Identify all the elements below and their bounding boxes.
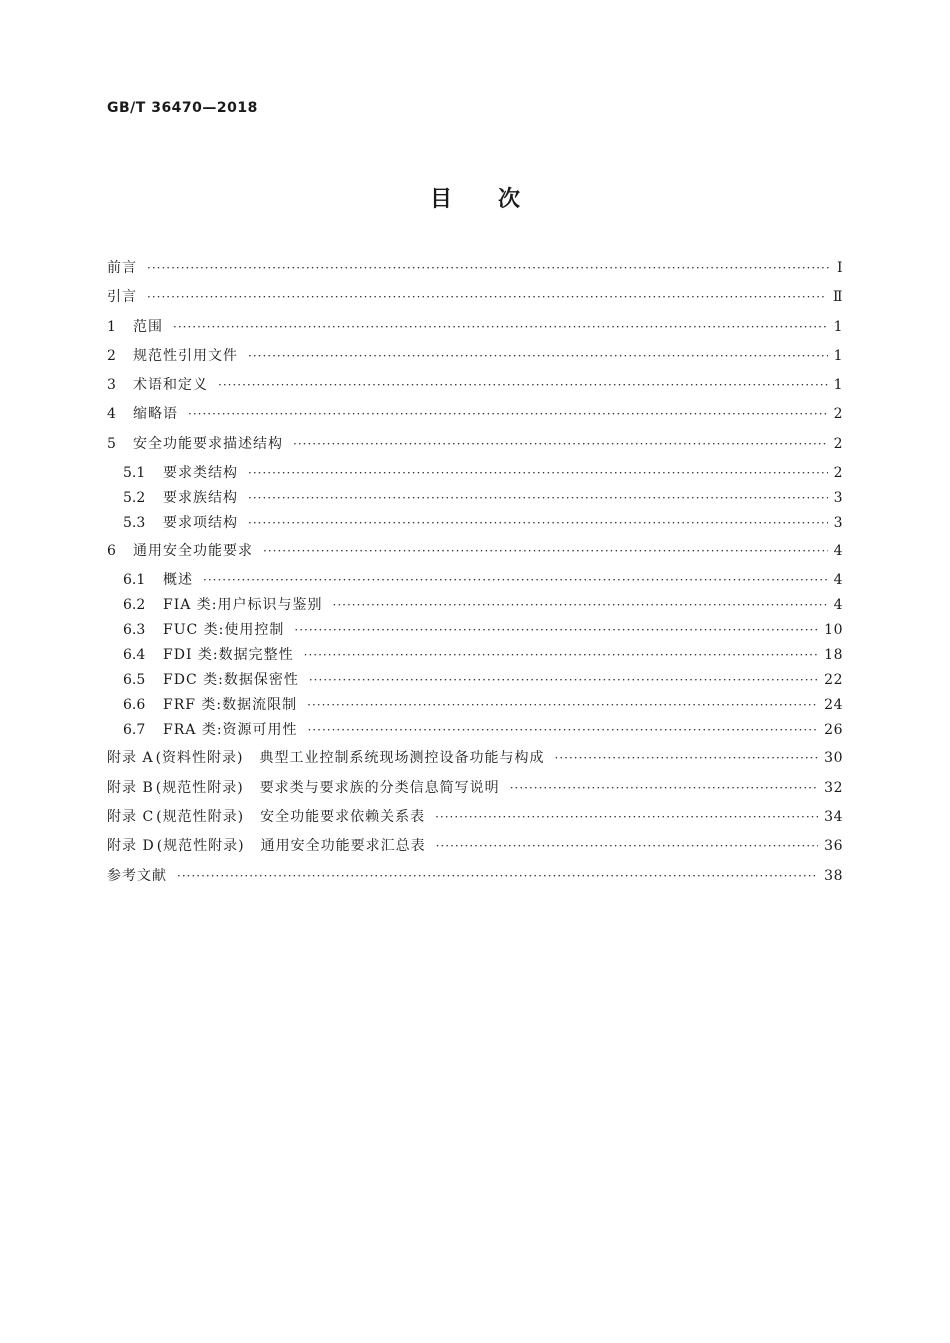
appendix-type: (资料性附录) xyxy=(155,750,244,767)
appendix-type: (规范性附录) xyxy=(155,779,244,796)
appendix-name: 附录 D xyxy=(107,838,155,855)
toc-entry-label: FRF 类:数据流限制 xyxy=(163,697,298,714)
toc-entry-page: 22 xyxy=(824,672,843,689)
dot-leader xyxy=(307,695,818,715)
toc-entry-number: 6.6 xyxy=(123,697,146,714)
dot-leader xyxy=(293,434,828,454)
toc-entry-page: 18 xyxy=(824,647,843,664)
toc-entry-references[interactable] xyxy=(107,866,843,895)
dot-leader xyxy=(248,463,828,483)
dot-leader xyxy=(218,375,828,395)
toc-entry-number: 5.2 xyxy=(123,490,146,507)
dot-leader xyxy=(147,258,829,278)
toc-entry-page: Ⅱ xyxy=(832,289,843,306)
toc-entry-6-4[interactable] xyxy=(107,645,843,670)
toc-entry-page: 32 xyxy=(824,779,843,796)
toc-entry-number: 3 xyxy=(107,377,116,394)
toc-entry-appendix-c[interactable] xyxy=(107,807,843,836)
toc-entry-number: 6.4 xyxy=(123,647,146,664)
toc-entry-label: FRA 类:资源可用性 xyxy=(163,722,298,739)
toc-entry-3[interactable] xyxy=(107,375,843,404)
toc-entry-page: 4 xyxy=(833,597,843,614)
toc-entry-label: 要求族结构 xyxy=(163,490,238,507)
toc-entry-label: FDI 类:数据完整性 xyxy=(163,647,294,664)
toc-entry-6-5[interactable] xyxy=(107,670,843,695)
toc-entry-6-1[interactable] xyxy=(107,570,843,595)
toc-entry-label: 概述 xyxy=(163,572,193,589)
toc-entry-page: 26 xyxy=(824,722,843,739)
dot-leader xyxy=(510,778,818,798)
toc-entry-label: 引言 xyxy=(107,289,137,306)
toc-entry-number: 5 xyxy=(107,435,116,452)
toc-entry-introduction[interactable] xyxy=(107,287,843,316)
dot-leader xyxy=(555,748,819,768)
dot-leader xyxy=(248,346,828,366)
toc-entry-label: 通用安全功能要求汇总表 xyxy=(260,838,426,855)
toc-entry-label: 术语和定义 xyxy=(133,377,208,394)
toc-entry-page: 34 xyxy=(824,808,843,825)
toc-entry-appendix-d[interactable] xyxy=(107,836,843,865)
toc-entry-foreword[interactable] xyxy=(107,258,843,287)
appendix-name: 附录 C xyxy=(107,808,155,825)
toc-entry-appendix-b[interactable] xyxy=(107,778,843,807)
dot-leader xyxy=(263,541,828,561)
dot-leader xyxy=(435,807,818,827)
toc-entry-page: 4 xyxy=(833,543,843,560)
toc-entry-5[interactable] xyxy=(107,434,843,463)
toc-entry-label: 前言 xyxy=(107,260,137,276)
toc-entry-number: 5.1 xyxy=(123,465,146,482)
toc-entry-5-1[interactable] xyxy=(107,463,843,488)
dot-leader xyxy=(436,836,819,856)
toc-entry-page: 1 xyxy=(833,347,843,364)
toc-entry-6-6[interactable] xyxy=(107,695,843,720)
toc-entry-number: 1 xyxy=(107,318,116,335)
toc-entry-number: 6.1 xyxy=(123,572,146,589)
appendix-name: 附录 B xyxy=(107,779,154,796)
appendix-type: (规范性附录) xyxy=(156,838,245,855)
toc-entry-label: 要求类与要求族的分类信息简写说明 xyxy=(259,779,500,796)
toc-entry-label: 要求类结构 xyxy=(163,465,238,482)
toc-entry-page: 3 xyxy=(833,515,843,532)
page-title: 目次 xyxy=(429,187,566,212)
toc-entry-label: 范围 xyxy=(133,318,163,335)
dot-leader xyxy=(248,488,828,508)
toc-entry-label: FIA 类:用户标识与鉴别 xyxy=(163,597,323,614)
toc-entry-number: 4 xyxy=(107,406,116,423)
dot-leader xyxy=(333,595,828,615)
toc-entry-4[interactable] xyxy=(107,404,843,433)
toc-entry-label: 规范性引用文件 xyxy=(133,347,238,364)
dot-leader xyxy=(147,287,827,307)
toc-entry-label: 典型工业控制系统现场测控设备功能与构成 xyxy=(259,750,545,767)
toc-entry-label: 要求项结构 xyxy=(163,515,238,532)
toc-entry-page: 4 xyxy=(833,572,843,589)
toc-entry-number: 6 xyxy=(107,543,116,560)
dot-leader xyxy=(304,645,819,665)
dot-leader xyxy=(309,670,818,690)
toc-entry-page: 3 xyxy=(833,490,843,507)
toc-entry-6-2[interactable] xyxy=(107,595,843,620)
appendix-type: (规范性附录) xyxy=(156,808,245,825)
toc-entry-number: 6.5 xyxy=(123,672,146,689)
toc-entry-page: 2 xyxy=(833,435,843,452)
toc-entry-page: 2 xyxy=(833,465,843,482)
toc-entry-page: 24 xyxy=(824,697,843,714)
toc-entry-label: 参考文献 xyxy=(107,867,167,884)
toc-entry-2[interactable] xyxy=(107,346,843,375)
toc-entry-number: 6.7 xyxy=(123,722,146,739)
dot-leader xyxy=(173,317,828,337)
table-of-contents xyxy=(107,258,843,895)
toc-entry-6-3[interactable] xyxy=(107,620,843,645)
toc-entry-number: 6.3 xyxy=(123,622,146,639)
toc-entry-label: FUC 类:使用控制 xyxy=(163,622,285,639)
dot-leader xyxy=(248,513,828,533)
dot-leader xyxy=(203,570,828,590)
dot-leader xyxy=(294,620,818,640)
toc-entry-page: 10 xyxy=(824,622,843,639)
toc-entry-6-7[interactable] xyxy=(107,720,843,745)
toc-entry-page: 1 xyxy=(833,377,843,394)
toc-entry-number: 6.2 xyxy=(123,597,146,614)
toc-entry-appendix-a[interactable] xyxy=(107,748,843,777)
toc-entry-label: 通用安全功能要求 xyxy=(133,543,253,560)
toc-entry-page: Ⅰ xyxy=(836,260,843,276)
toc-entry-number: 2 xyxy=(107,347,116,364)
dot-leader xyxy=(188,404,828,424)
toc-entry-number: 5.3 xyxy=(123,515,146,532)
dot-leader xyxy=(177,866,818,886)
toc-entry-page: 38 xyxy=(824,867,843,884)
toc-entry-label: 缩略语 xyxy=(133,406,178,423)
toc-entry-5-3[interactable] xyxy=(107,513,843,538)
toc-entry-1[interactable] xyxy=(107,317,843,346)
toc-entry-page: 36 xyxy=(824,838,843,855)
toc-entry-label: 安全功能要求依赖关系表 xyxy=(260,808,426,825)
toc-entry-label: 安全功能要求描述结构 xyxy=(133,435,283,452)
toc-entry-6[interactable] xyxy=(107,541,843,570)
toc-entry-page: 1 xyxy=(833,318,843,335)
dot-leader xyxy=(308,720,819,740)
toc-entry-5-2[interactable] xyxy=(107,488,843,513)
toc-entry-label: FDC 类:数据保密性 xyxy=(163,672,299,689)
appendix-name: 附录 A xyxy=(107,750,154,767)
toc-entry-page: 2 xyxy=(833,406,843,423)
toc-entry-page: 30 xyxy=(824,750,843,767)
standard-code: GB/T 36470—2018 xyxy=(107,100,258,116)
